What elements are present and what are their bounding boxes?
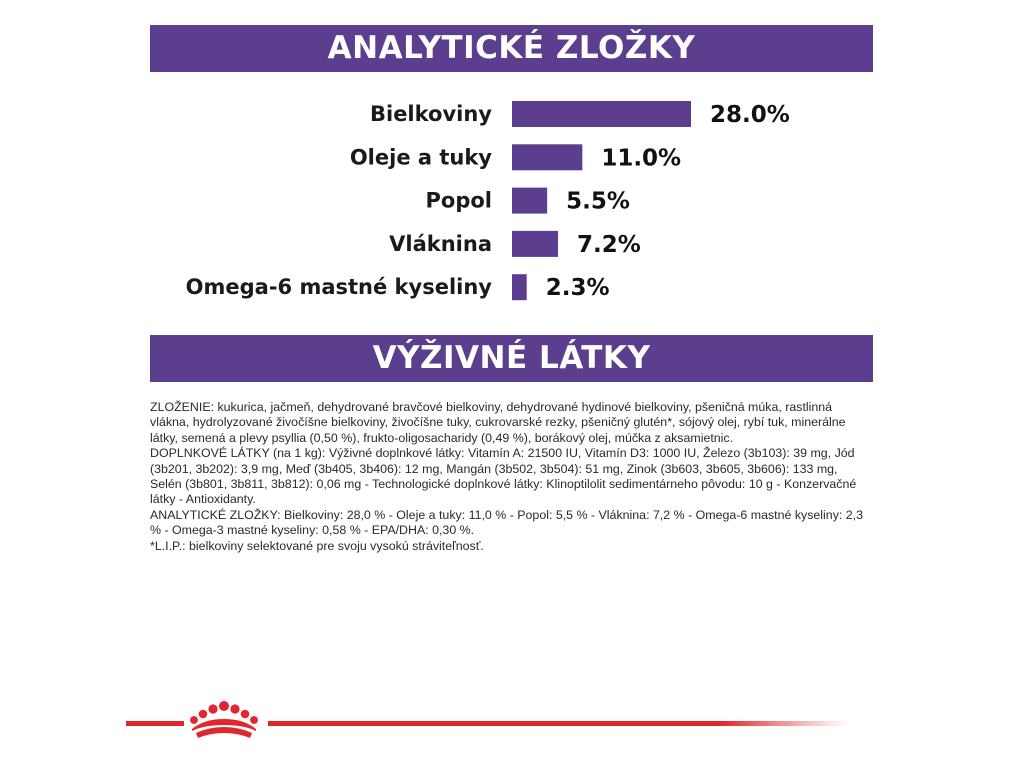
royal-crown-logo-icon [184,700,264,746]
composition-paragraph-analytic: ANALYTICKÉ ZLOŽKY: Bielkoviny: 28,0 % - Oleje a tuky: 11,0 % - Popol: 5,5 % - Vláknina: 7,2 % - Omega-6 mastné kyseliny: 2,3 % - Omega-3 mastné kyseliny: 0,58 % - EPA/DHA: 0,30 %. [150,507,863,538]
bar [512,231,558,257]
value-label: 11.0% [601,145,682,172]
analytic-components-banner: ANALYTICKÉ ZLOŽKY [150,25,873,72]
composition-paragraph-ingredients: ZLOŽENIE: kukurica, jačmeň, dehydrované bravčové bielkoviny, dehydrované hydinové bielkoviny, pšeničná múka, rastlinná vlákna, hydrolyzované živočíšne bielkoviny, živočíšne tuky, cukrovarské rezky, pšeničný glutén*, sójový olej, rybí tuk, minerálne látky, semená a plevy psyllia (0,50 %), frukto-oligosacharidy (0,49 %), borákový olej, múčka z aksamietnic. [150,400,846,445]
value-label: 5.5% [566,188,630,215]
composition-paragraph-additives: DOPLNKOVÉ LÁTKY (na 1 kg): Výživné doplnkové látky: Vitamín A: 21500 IU, Vitamín D3: 1000 IU, Železo (3b103): 39 mg, Jód (3b201, 3b202): 3,9 mg, Meď (3b405, 3b406): 12 mg, Mangán (3b502, 3b504): 51 mg, Zinok (3b603, 3b605, 3b606): 133 mg, Selén (3b801, 3b811, 3b812): 0,06 mg - Technologické doplnkové látky: Klinoptilolit sedimentárneho pôvodu: 10 g - Konzervačné látky - Antioxidanty. [150,446,857,507]
composition-paragraph-footnote: *L.I.P.: bielkoviny selektované pre svoju vysokú stráviteľnosť. [150,538,484,553]
bar [512,188,547,214]
category-label: Oleje a tuky [349,145,492,170]
value-label: 28.0% [710,102,790,128]
footer-red-line-right [268,721,848,726]
bar [512,101,691,127]
bar [512,274,527,300]
category-label: Vláknina [389,231,492,256]
nutrients-banner: VÝŽIVNÉ LÁTKY [150,335,873,382]
value-label: 7.2% [577,231,641,258]
category-label: Omega-6 mastné kyseliny [185,275,492,300]
value-label: 2.3% [545,275,610,302]
footer-red-line-left [126,721,184,726]
composition-text-block [150,400,870,554]
category-label: Bielkoviny [369,102,492,126]
bar [512,144,582,170]
category-label: Popol [425,188,492,213]
